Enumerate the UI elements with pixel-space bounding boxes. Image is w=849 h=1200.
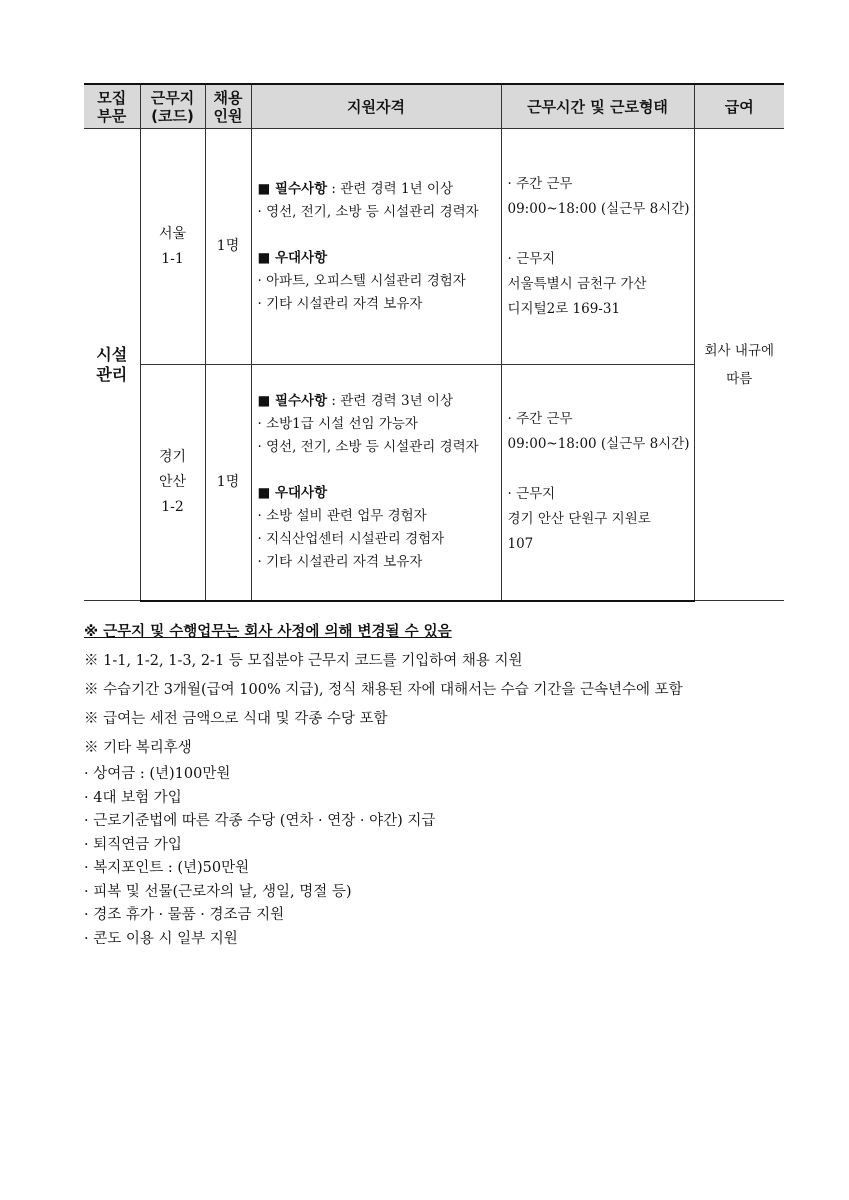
required-text: : 관련 경력 1년 이상 bbox=[327, 180, 454, 197]
benefit-item: · 4대 보험 가입 bbox=[84, 789, 182, 806]
workplace-line: 경기 안산 단원구 지원로 bbox=[507, 511, 651, 528]
workplace-line: 디지털2로 169-31 bbox=[507, 300, 621, 317]
benefit-item: · 상여금 : (년)100만원 bbox=[84, 766, 231, 782]
workplace-line: 서울특별시 금천구 가산 bbox=[507, 275, 647, 292]
recruitment-table bbox=[84, 83, 784, 602]
header-location: 근무지 (코드) bbox=[140, 84, 205, 129]
salary-cell: 회사 내규에 따름 bbox=[694, 129, 784, 601]
qualification-cell bbox=[251, 129, 501, 365]
preferred-label: ■ 우대사항 bbox=[257, 249, 328, 266]
preferred-label: ■ 우대사항 bbox=[257, 485, 328, 502]
note-line: ※ 기타 복리후생 bbox=[84, 740, 192, 756]
header-qualification: 지원자격 bbox=[251, 84, 501, 129]
table-header-row bbox=[84, 84, 784, 129]
benefit-item: · 퇴직연금 가입 bbox=[84, 836, 182, 853]
qualification-cell bbox=[251, 365, 501, 601]
table-row bbox=[84, 365, 784, 601]
required-label: ■ 필수사항 bbox=[257, 393, 328, 410]
header-salary: 급여 bbox=[694, 84, 784, 129]
required-text: : 관련 경력 3년 이상 bbox=[327, 393, 454, 410]
workplace-label: · 근무지 bbox=[507, 250, 556, 267]
required-item: · 소방1급 시설 선임 가능자 bbox=[257, 416, 418, 433]
department-cell: 시설 관리 bbox=[84, 129, 140, 601]
benefit-item: · 근로기준법에 따른 각종 수당 (연차 · 연장 · 야간) 지급 bbox=[84, 813, 436, 829]
benefit-item: · 콘도 이용 시 일부 지원 bbox=[84, 930, 238, 947]
note-line: ※ 근무지 및 수행업무는 회사 사정에 의해 변경될 수 있음 bbox=[84, 624, 452, 640]
benefit-item: · 피복 및 선물(근로자의 날, 생일, 명절 등) bbox=[84, 883, 352, 900]
table-row bbox=[84, 129, 784, 365]
headcount-cell: 1명 bbox=[205, 129, 251, 365]
note-line: ※ 급여는 세전 금액으로 식대 및 각종 수당 포함 bbox=[84, 711, 388, 727]
preferred-item: · 기타 시설관리 자격 보유자 bbox=[257, 554, 423, 571]
required-item: · 영선, 전기, 소방 등 시설관리 경력자 bbox=[257, 439, 479, 456]
work-type: · 주간 근무 bbox=[507, 175, 573, 192]
benefit-item: · 경조 휴가 · 물품 · 경조금 지원 bbox=[84, 907, 285, 923]
required-label: ■ 필수사항 bbox=[257, 180, 328, 197]
benefit-item: · 복지포인트 : (년)50만원 bbox=[84, 860, 250, 876]
work-hours: 09:00~18:00 (실근무 8시간) bbox=[507, 200, 690, 217]
location-cell: 경기 안산 1-2 bbox=[140, 365, 205, 601]
work-hours: 09:00~18:00 (실근무 8시간) bbox=[507, 436, 690, 453]
headcount-cell: 1명 bbox=[205, 365, 251, 601]
note-line: ※ 수습기간 3개월(급여 100% 지급), 정식 채용된 자에 대해서는 수습 기간을 근속년수에 포함 bbox=[84, 682, 683, 698]
notes-section bbox=[84, 618, 784, 951]
note-line: ※ 1-1, 1-2, 1-3, 2-1 등 모집분야 근무지 코드를 기입하여 채용 지원 bbox=[84, 653, 523, 669]
preferred-item: · 아파트, 오피스텔 시설관리 경험자 bbox=[257, 272, 466, 289]
workplace-line: 107 bbox=[507, 536, 534, 553]
header-headcount: 채용 인원 bbox=[205, 84, 251, 129]
preferred-item: · 기타 시설관리 자격 보유자 bbox=[257, 295, 423, 312]
header-work-hours: 근무시간 및 근로형태 bbox=[501, 84, 694, 129]
preferred-item: · 소방 설비 관련 업무 경험자 bbox=[257, 508, 427, 525]
workplace-label: · 근무지 bbox=[507, 486, 556, 503]
work-hours-cell bbox=[501, 365, 694, 601]
work-hours-cell bbox=[501, 129, 694, 365]
work-type: · 주간 근무 bbox=[507, 411, 573, 428]
location-cell: 서울 1-1 bbox=[140, 129, 205, 365]
preferred-item: · 지식산업센터 시설관리 경험자 bbox=[257, 531, 445, 548]
header-department: 모집 부문 bbox=[84, 84, 140, 129]
required-item: · 영선, 전기, 소방 등 시설관리 경력자 bbox=[257, 203, 479, 220]
